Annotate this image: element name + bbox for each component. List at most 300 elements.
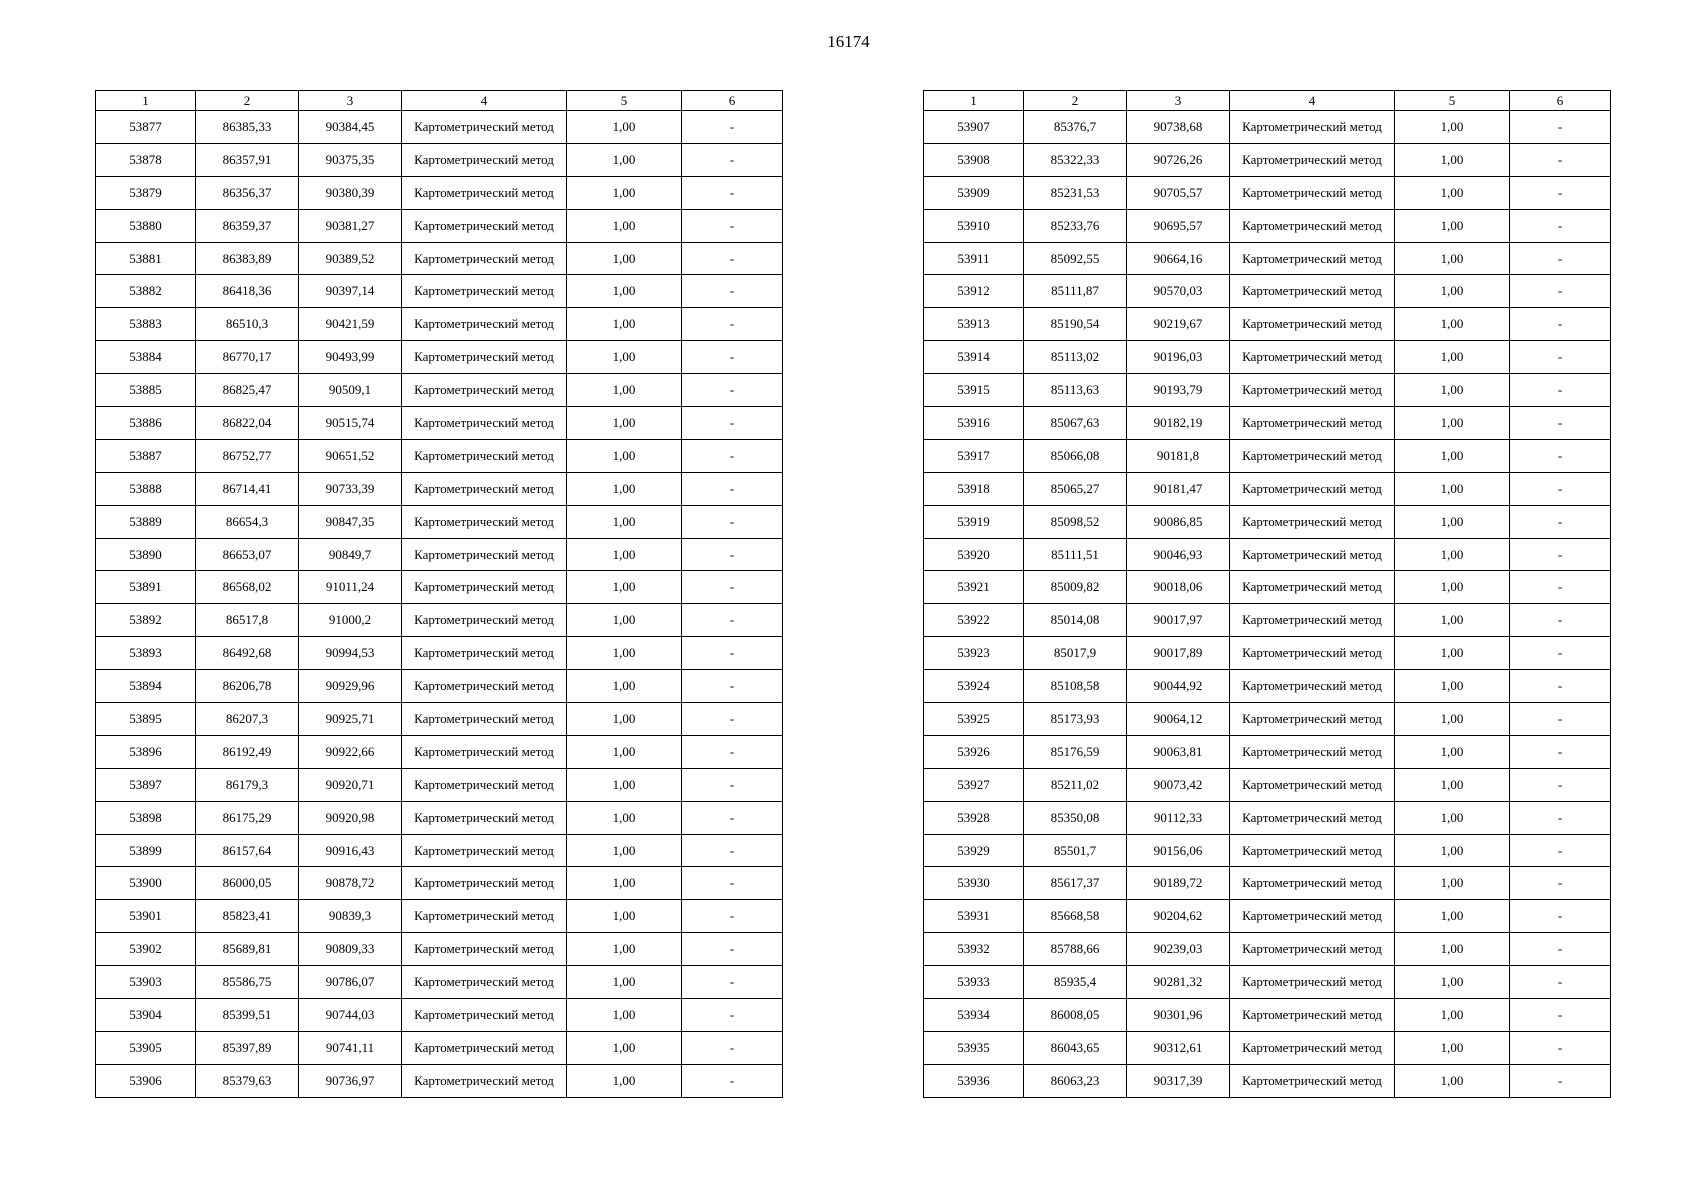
x-coordinate-cell: 85350,08: [1024, 801, 1127, 834]
table-row: [924, 637, 1611, 670]
y-coordinate-cell: 90046,93: [1127, 538, 1230, 571]
x-coordinate-cell: 85066,08: [1024, 439, 1127, 472]
x-coordinate-cell: 85176,59: [1024, 735, 1127, 768]
x-coordinate-cell: 86357,91: [196, 143, 299, 176]
y-coordinate-cell: 90738,68: [1127, 111, 1230, 144]
page-number: 16174: [827, 32, 870, 51]
table-row: [96, 505, 783, 538]
column-header: 2: [196, 91, 299, 111]
method-cell: Картометрический метод: [1230, 966, 1395, 999]
y-coordinate-cell: 91000,2: [299, 604, 402, 637]
x-coordinate-cell: 85823,41: [196, 900, 299, 933]
accuracy-cell: 1,00: [567, 374, 682, 407]
description-cell: -: [1510, 407, 1611, 440]
y-coordinate-cell: 90786,07: [299, 966, 402, 999]
point-number-cell: 53907: [924, 111, 1024, 144]
accuracy-cell: 1,00: [1395, 768, 1510, 801]
y-coordinate-cell: 90182,19: [1127, 407, 1230, 440]
column-header: 2: [1024, 91, 1127, 111]
y-coordinate-cell: 90733,39: [299, 472, 402, 505]
description-cell: -: [682, 111, 783, 144]
description-cell: -: [1510, 933, 1611, 966]
x-coordinate-cell: 85586,75: [196, 966, 299, 999]
point-number-cell: 53892: [96, 604, 196, 637]
x-coordinate-cell: 86179,3: [196, 768, 299, 801]
table-row: [96, 966, 783, 999]
y-coordinate-cell: 90929,96: [299, 670, 402, 703]
method-cell: Картометрический метод: [402, 439, 567, 472]
method-cell: Картометрический метод: [402, 735, 567, 768]
y-coordinate-cell: 90063,81: [1127, 735, 1230, 768]
x-coordinate-cell: 85935,4: [1024, 966, 1127, 999]
description-cell: -: [1510, 604, 1611, 637]
method-cell: Картометрический метод: [1230, 999, 1395, 1032]
description-cell: -: [1510, 867, 1611, 900]
x-coordinate-cell: 85322,33: [1024, 143, 1127, 176]
point-number-cell: 53928: [924, 801, 1024, 834]
point-number-cell: 53902: [96, 933, 196, 966]
point-number-cell: 53881: [96, 242, 196, 275]
x-coordinate-cell: 85211,02: [1024, 768, 1127, 801]
table-row: [924, 472, 1611, 505]
x-coordinate-cell: 86008,05: [1024, 999, 1127, 1032]
description-cell: -: [682, 374, 783, 407]
x-coordinate-cell: 85113,63: [1024, 374, 1127, 407]
y-coordinate-cell: 90726,26: [1127, 143, 1230, 176]
x-coordinate-cell: 85014,08: [1024, 604, 1127, 637]
description-cell: -: [682, 670, 783, 703]
method-cell: Картометрический метод: [1230, 111, 1395, 144]
x-coordinate-cell: 85111,51: [1024, 538, 1127, 571]
y-coordinate-cell: 90384,45: [299, 111, 402, 144]
y-coordinate-cell: 90994,53: [299, 637, 402, 670]
method-cell: Картометрический метод: [1230, 472, 1395, 505]
accuracy-cell: 1,00: [1395, 900, 1510, 933]
method-cell: Картометрический метод: [402, 275, 567, 308]
accuracy-cell: 1,00: [567, 900, 682, 933]
table-row: [924, 538, 1611, 571]
accuracy-cell: 1,00: [1395, 604, 1510, 637]
point-number-cell: 53896: [96, 735, 196, 768]
method-cell: Картометрический метод: [1230, 735, 1395, 768]
accuracy-cell: 1,00: [1395, 439, 1510, 472]
accuracy-cell: 1,00: [567, 1064, 682, 1097]
y-coordinate-cell: 90196,03: [1127, 341, 1230, 374]
y-coordinate-cell: 90509,1: [299, 374, 402, 407]
description-cell: -: [1510, 472, 1611, 505]
accuracy-cell: 1,00: [1395, 703, 1510, 736]
description-cell: -: [1510, 143, 1611, 176]
method-cell: Картометрический метод: [1230, 275, 1395, 308]
point-number-cell: 53904: [96, 999, 196, 1032]
table-row: [924, 176, 1611, 209]
description-cell: -: [1510, 176, 1611, 209]
accuracy-cell: 1,00: [567, 275, 682, 308]
description-cell: -: [1510, 341, 1611, 374]
accuracy-cell: 1,00: [567, 966, 682, 999]
description-cell: -: [1510, 439, 1611, 472]
table-row: [96, 900, 783, 933]
method-cell: Картометрический метод: [1230, 308, 1395, 341]
description-cell: -: [682, 407, 783, 440]
table-row: [96, 176, 783, 209]
method-cell: Картометрический метод: [402, 703, 567, 736]
description-cell: -: [682, 801, 783, 834]
y-coordinate-cell: 90381,27: [299, 209, 402, 242]
y-coordinate-cell: 90493,99: [299, 341, 402, 374]
table-row: [924, 966, 1611, 999]
method-cell: Картометрический метод: [402, 999, 567, 1032]
table-row: [96, 801, 783, 834]
point-number-cell: 53895: [96, 703, 196, 736]
method-cell: Картометрический метод: [1230, 637, 1395, 670]
accuracy-cell: 1,00: [567, 505, 682, 538]
description-cell: -: [682, 933, 783, 966]
method-cell: Картометрический метод: [402, 111, 567, 144]
x-coordinate-cell: 86359,37: [196, 209, 299, 242]
table-row: [924, 604, 1611, 637]
description-cell: -: [682, 604, 783, 637]
y-coordinate-cell: 90651,52: [299, 439, 402, 472]
point-number-cell: 53877: [96, 111, 196, 144]
column-header: 5: [1395, 91, 1510, 111]
table-row: [924, 834, 1611, 867]
table-row: [924, 900, 1611, 933]
table-row: [96, 308, 783, 341]
point-number-cell: 53912: [924, 275, 1024, 308]
accuracy-cell: 1,00: [1395, 538, 1510, 571]
y-coordinate-cell: 90809,33: [299, 933, 402, 966]
method-cell: Картометрический метод: [1230, 242, 1395, 275]
table-row: [924, 1064, 1611, 1097]
table-row: [96, 275, 783, 308]
accuracy-cell: 1,00: [567, 472, 682, 505]
description-cell: -: [682, 703, 783, 736]
description-cell: -: [1510, 209, 1611, 242]
method-cell: Картометрический метод: [1230, 538, 1395, 571]
method-cell: Картометрический метод: [402, 867, 567, 900]
point-number-cell: 53923: [924, 637, 1024, 670]
point-number-cell: 53906: [96, 1064, 196, 1097]
description-cell: -: [1510, 1064, 1611, 1097]
accuracy-cell: 1,00: [567, 801, 682, 834]
point-number-cell: 53929: [924, 834, 1024, 867]
point-number-cell: 53905: [96, 1031, 196, 1064]
method-cell: Картометрический метод: [402, 571, 567, 604]
point-number-cell: 53888: [96, 472, 196, 505]
method-cell: Картометрический метод: [402, 900, 567, 933]
x-coordinate-cell: 85098,52: [1024, 505, 1127, 538]
table-row: [924, 209, 1611, 242]
x-coordinate-cell: 86822,04: [196, 407, 299, 440]
x-coordinate-cell: 85009,82: [1024, 571, 1127, 604]
description-cell: -: [682, 275, 783, 308]
x-coordinate-cell: 86383,89: [196, 242, 299, 275]
y-coordinate-cell: 90916,43: [299, 834, 402, 867]
point-number-cell: 53898: [96, 801, 196, 834]
point-number-cell: 53903: [96, 966, 196, 999]
description-cell: -: [682, 472, 783, 505]
x-coordinate-cell: 86356,37: [196, 176, 299, 209]
y-coordinate-cell: 90570,03: [1127, 275, 1230, 308]
accuracy-cell: 1,00: [567, 933, 682, 966]
x-coordinate-cell: 85017,9: [1024, 637, 1127, 670]
x-coordinate-cell: 86000,05: [196, 867, 299, 900]
accuracy-cell: 1,00: [567, 604, 682, 637]
method-cell: Картометрический метод: [1230, 407, 1395, 440]
description-cell: -: [1510, 834, 1611, 867]
method-cell: Картометрический метод: [1230, 341, 1395, 374]
accuracy-cell: 1,00: [567, 1031, 682, 1064]
x-coordinate-cell: 86492,68: [196, 637, 299, 670]
x-coordinate-cell: 85617,37: [1024, 867, 1127, 900]
point-number-cell: 53883: [96, 308, 196, 341]
description-cell: -: [682, 867, 783, 900]
y-coordinate-cell: 90375,35: [299, 143, 402, 176]
description-cell: -: [682, 1064, 783, 1097]
table-row: [96, 538, 783, 571]
table-row: [96, 341, 783, 374]
accuracy-cell: 1,00: [1395, 472, 1510, 505]
accuracy-cell: 1,00: [1395, 505, 1510, 538]
table-body-right: [924, 111, 1611, 1098]
y-coordinate-cell: 90017,89: [1127, 637, 1230, 670]
method-cell: Картометрический метод: [1230, 670, 1395, 703]
description-cell: -: [1510, 999, 1611, 1032]
x-coordinate-cell: 86157,64: [196, 834, 299, 867]
description-cell: -: [1510, 275, 1611, 308]
table-row: [96, 768, 783, 801]
point-number-cell: 53920: [924, 538, 1024, 571]
point-number-cell: 53891: [96, 571, 196, 604]
accuracy-cell: 1,00: [1395, 834, 1510, 867]
description-cell: -: [682, 1031, 783, 1064]
y-coordinate-cell: 90204,62: [1127, 900, 1230, 933]
table-row: [96, 703, 783, 736]
accuracy-cell: 1,00: [567, 143, 682, 176]
method-cell: Картометрический метод: [1230, 374, 1395, 407]
table-row: [924, 407, 1611, 440]
y-coordinate-cell: 90219,67: [1127, 308, 1230, 341]
description-cell: -: [1510, 703, 1611, 736]
point-number-cell: 53913: [924, 308, 1024, 341]
description-cell: -: [682, 571, 783, 604]
y-coordinate-cell: 90515,74: [299, 407, 402, 440]
description-cell: -: [682, 637, 783, 670]
description-cell: -: [1510, 637, 1611, 670]
table-row: [924, 867, 1611, 900]
table-row: [96, 111, 783, 144]
method-cell: Картометрический метод: [402, 637, 567, 670]
method-cell: Картометрический метод: [402, 209, 567, 242]
accuracy-cell: 1,00: [567, 867, 682, 900]
table-row: [96, 735, 783, 768]
point-number-cell: 53930: [924, 867, 1024, 900]
x-coordinate-cell: 85113,02: [1024, 341, 1127, 374]
point-number-cell: 53922: [924, 604, 1024, 637]
method-cell: Картометрический метод: [402, 341, 567, 374]
point-number-cell: 53887: [96, 439, 196, 472]
column-header: 6: [682, 91, 783, 111]
description-cell: -: [1510, 670, 1611, 703]
description-cell: -: [682, 341, 783, 374]
x-coordinate-cell: 86770,17: [196, 341, 299, 374]
point-number-cell: 53890: [96, 538, 196, 571]
x-coordinate-cell: 85399,51: [196, 999, 299, 1032]
description-cell: -: [1510, 505, 1611, 538]
column-header: 1: [96, 91, 196, 111]
method-cell: Картометрический метод: [1230, 505, 1395, 538]
table-row: [96, 242, 783, 275]
description-cell: -: [682, 308, 783, 341]
y-coordinate-cell: 90380,39: [299, 176, 402, 209]
y-coordinate-cell: 90421,59: [299, 308, 402, 341]
y-coordinate-cell: 90849,7: [299, 538, 402, 571]
table-row: [924, 242, 1611, 275]
method-cell: Картометрический метод: [1230, 571, 1395, 604]
point-number-cell: 53908: [924, 143, 1024, 176]
x-coordinate-cell: 86714,41: [196, 472, 299, 505]
table-row: [924, 439, 1611, 472]
table-row: [924, 341, 1611, 374]
point-number-cell: 53926: [924, 735, 1024, 768]
y-coordinate-cell: 90389,52: [299, 242, 402, 275]
description-cell: -: [1510, 374, 1611, 407]
y-coordinate-cell: 90112,33: [1127, 801, 1230, 834]
coordinates-table-left: [95, 90, 783, 1098]
accuracy-cell: 1,00: [1395, 1064, 1510, 1097]
description-cell: -: [1510, 308, 1611, 341]
x-coordinate-cell: 85397,89: [196, 1031, 299, 1064]
method-cell: Картометрический метод: [1230, 703, 1395, 736]
description-cell: -: [1510, 1031, 1611, 1064]
point-number-cell: 53893: [96, 637, 196, 670]
y-coordinate-cell: 90064,12: [1127, 703, 1230, 736]
table-row: [924, 111, 1611, 144]
y-coordinate-cell: 90736,97: [299, 1064, 402, 1097]
method-cell: Картометрический метод: [402, 505, 567, 538]
accuracy-cell: 1,00: [1395, 341, 1510, 374]
method-cell: Картометрический метод: [402, 242, 567, 275]
x-coordinate-cell: 86043,65: [1024, 1031, 1127, 1064]
method-cell: Картометрический метод: [402, 834, 567, 867]
accuracy-cell: 1,00: [1395, 143, 1510, 176]
x-coordinate-cell: 85788,66: [1024, 933, 1127, 966]
point-number-cell: 53911: [924, 242, 1024, 275]
accuracy-cell: 1,00: [1395, 670, 1510, 703]
method-cell: Картометрический метод: [1230, 1031, 1395, 1064]
table-header-row: [924, 91, 1611, 111]
accuracy-cell: 1,00: [567, 768, 682, 801]
description-cell: -: [682, 538, 783, 571]
table-row: [924, 143, 1611, 176]
x-coordinate-cell: 86207,3: [196, 703, 299, 736]
description-cell: -: [1510, 111, 1611, 144]
x-coordinate-cell: 85092,55: [1024, 242, 1127, 275]
column-header: 4: [1230, 91, 1395, 111]
accuracy-cell: 1,00: [567, 439, 682, 472]
y-coordinate-cell: 90044,92: [1127, 670, 1230, 703]
y-coordinate-cell: 90239,03: [1127, 933, 1230, 966]
y-coordinate-cell: 90193,79: [1127, 374, 1230, 407]
x-coordinate-cell: 86192,49: [196, 735, 299, 768]
table-row: [96, 374, 783, 407]
x-coordinate-cell: 85501,7: [1024, 834, 1127, 867]
y-coordinate-cell: 90847,35: [299, 505, 402, 538]
point-number-cell: 53916: [924, 407, 1024, 440]
method-cell: Картометрический метод: [402, 966, 567, 999]
column-header: 4: [402, 91, 567, 111]
table-row: [924, 374, 1611, 407]
point-number-cell: 53894: [96, 670, 196, 703]
point-number-cell: 53936: [924, 1064, 1024, 1097]
accuracy-cell: 1,00: [1395, 308, 1510, 341]
description-cell: -: [682, 768, 783, 801]
y-coordinate-cell: 90181,47: [1127, 472, 1230, 505]
column-header: 1: [924, 91, 1024, 111]
table-row: [924, 670, 1611, 703]
description-cell: -: [1510, 735, 1611, 768]
y-coordinate-cell: 90705,57: [1127, 176, 1230, 209]
table-row: [96, 439, 783, 472]
accuracy-cell: 1,00: [567, 735, 682, 768]
method-cell: Картометрический метод: [402, 1031, 567, 1064]
table-row: [924, 505, 1611, 538]
point-number-cell: 53931: [924, 900, 1024, 933]
table-row: [924, 703, 1611, 736]
accuracy-cell: 1,00: [567, 834, 682, 867]
accuracy-cell: 1,00: [1395, 999, 1510, 1032]
point-number-cell: 53925: [924, 703, 1024, 736]
method-cell: Картометрический метод: [1230, 604, 1395, 637]
accuracy-cell: 1,00: [1395, 571, 1510, 604]
accuracy-cell: 1,00: [1395, 407, 1510, 440]
accuracy-cell: 1,00: [567, 999, 682, 1032]
table-row: [96, 209, 783, 242]
x-coordinate-cell: 85689,81: [196, 933, 299, 966]
method-cell: Картометрический метод: [402, 1064, 567, 1097]
column-header: 3: [299, 91, 402, 111]
table-row: [96, 670, 783, 703]
description-cell: -: [682, 999, 783, 1032]
column-header: 5: [567, 91, 682, 111]
y-coordinate-cell: 90189,72: [1127, 867, 1230, 900]
point-number-cell: 53879: [96, 176, 196, 209]
point-number-cell: 53910: [924, 209, 1024, 242]
point-number-cell: 53885: [96, 374, 196, 407]
x-coordinate-cell: 85379,63: [196, 1064, 299, 1097]
y-coordinate-cell: 90317,39: [1127, 1064, 1230, 1097]
description-cell: -: [682, 143, 783, 176]
accuracy-cell: 1,00: [1395, 275, 1510, 308]
point-number-cell: 53919: [924, 505, 1024, 538]
x-coordinate-cell: 86418,36: [196, 275, 299, 308]
table-row: [924, 999, 1611, 1032]
accuracy-cell: 1,00: [1395, 637, 1510, 670]
table-row: [96, 571, 783, 604]
accuracy-cell: 1,00: [1395, 176, 1510, 209]
accuracy-cell: 1,00: [567, 637, 682, 670]
point-number-cell: 53934: [924, 999, 1024, 1032]
description-cell: -: [1510, 538, 1611, 571]
accuracy-cell: 1,00: [1395, 966, 1510, 999]
description-cell: -: [682, 439, 783, 472]
x-coordinate-cell: 85231,53: [1024, 176, 1127, 209]
y-coordinate-cell: 90741,11: [299, 1031, 402, 1064]
description-cell: -: [682, 505, 783, 538]
accuracy-cell: 1,00: [567, 242, 682, 275]
table-row: [96, 143, 783, 176]
